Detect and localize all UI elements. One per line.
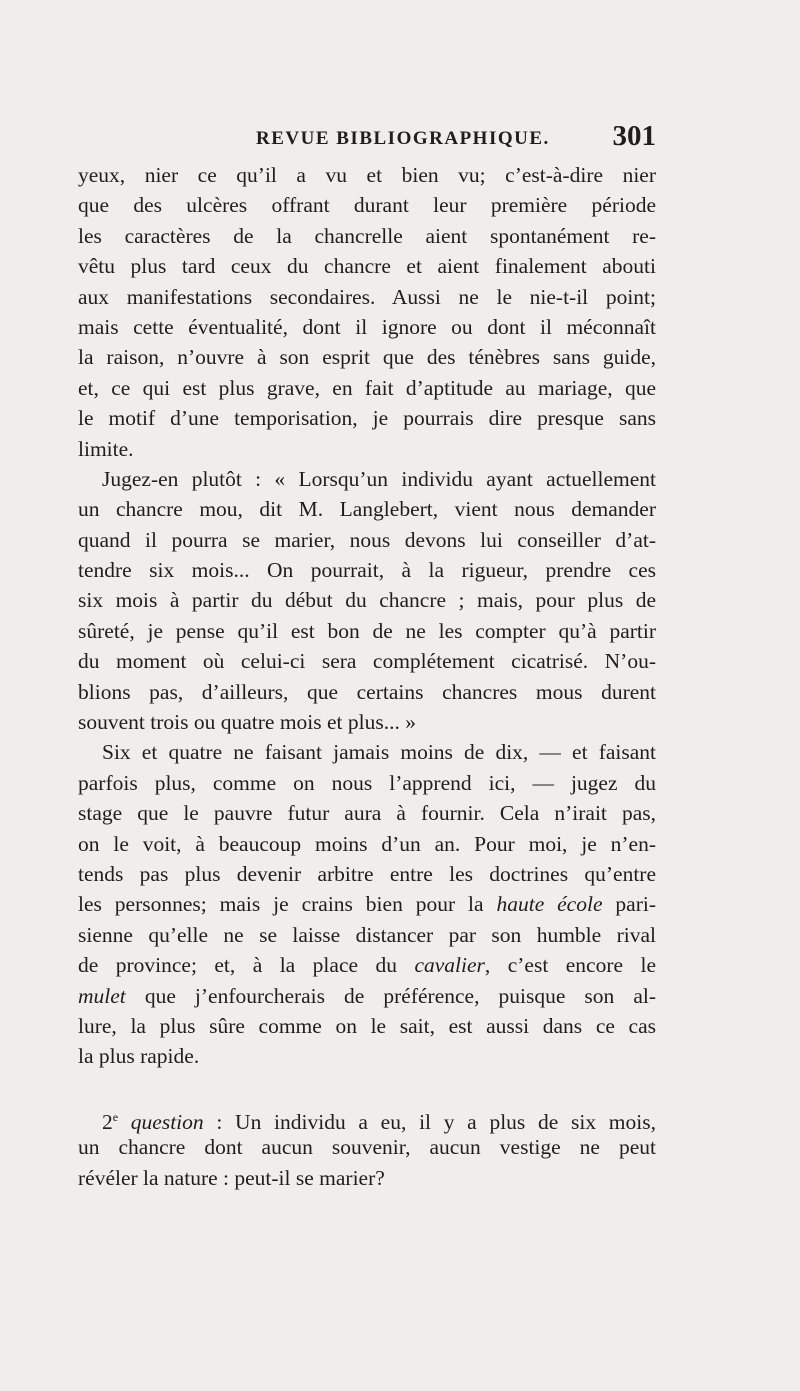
text-line: sûreté, je pense qu’il est bon de ne les compter qu’à partir bbox=[78, 618, 656, 643]
text-run: les personnes; mais je crains bien pour la bbox=[78, 892, 497, 917]
text-line: on le voit, à beaucoup moins d’un an. Pour moi, je n’en- bbox=[78, 831, 656, 856]
text-line: vêtu plus tard ceux du chancre et aient finalement abouti bbox=[78, 254, 656, 279]
text-run: : Un individu a eu, il y a plus de six mois, bbox=[203, 1109, 656, 1134]
text-line: aux manifestations secondaires. Aussi ne le nie-t-il point; bbox=[78, 284, 656, 309]
text-line: yeux, nier ce qu’il a vu et bien vu; c’est-à-dire nier bbox=[78, 163, 656, 187]
running-head bbox=[78, 118, 656, 158]
text-line: tends pas plus devenir arbitre entre les doctrines qu’entre bbox=[78, 861, 656, 886]
text-run: de province; et, à la place du bbox=[78, 953, 415, 978]
text-line: blions pas, d’ailleurs, que certains chancres mous durent bbox=[78, 679, 656, 704]
text-line bbox=[78, 1102, 656, 1132]
text-line: le motif d’une temporisation, je pourrais dire presque sans bbox=[78, 406, 656, 431]
page-number: 301 bbox=[612, 120, 656, 152]
text-line bbox=[78, 950, 656, 980]
text-run: , c’est encore le bbox=[484, 953, 657, 978]
ordinal-superscript: e bbox=[112, 1109, 119, 1124]
text-line: la raison, n’ouvre à son esprit que des ténèbres sans guide, bbox=[78, 345, 656, 370]
text-line: que des ulcères offrant durant leur première période bbox=[78, 193, 656, 218]
text-line: parfois plus, comme on nous l’apprend ici, — jugez du bbox=[78, 770, 656, 795]
text-run: que j’enfourcherais de préférence, puisque son al- bbox=[125, 983, 656, 1008]
text-line: sienne qu’elle ne se laisse distancer par son humble rival bbox=[78, 922, 656, 947]
emphasis: question bbox=[130, 1109, 204, 1134]
text-line: quand il pourra se marier, nous devons lui conseiller d’at- bbox=[78, 527, 656, 552]
emphasis: haute école bbox=[496, 892, 603, 917]
text-line: révéler la nature : peut-il se marier? bbox=[78, 1165, 385, 1190]
text-run: pari- bbox=[602, 892, 656, 917]
text-line bbox=[78, 889, 656, 919]
question-number: 2 bbox=[102, 1109, 113, 1134]
paragraph-gap bbox=[78, 1072, 656, 1102]
text-line: la plus rapide. bbox=[78, 1044, 200, 1069]
text-line: limite. bbox=[78, 436, 134, 461]
text-line: souvent trois ou quatre mois et plus... » bbox=[78, 710, 416, 735]
emphasis: cavalier bbox=[414, 953, 485, 978]
text-line: un chancre dont aucun souvenir, aucun vestige ne peut bbox=[78, 1135, 656, 1160]
text-line: du moment où celui-ci sera complétement cicatrisé. N’ou- bbox=[78, 649, 656, 674]
text-line bbox=[78, 981, 656, 1011]
text-line: mais cette éventualité, dont il ignore ou dont il méconnaît bbox=[78, 314, 656, 339]
body-text bbox=[78, 160, 656, 1193]
emphasis: mulet bbox=[78, 983, 126, 1008]
text-line: et, ce qui est plus grave, en fait d’aptitude au mariage, que bbox=[78, 375, 656, 400]
text-line: stage que le pauvre futur aura à fournir. Cela n’irait pas, bbox=[78, 801, 656, 826]
text-line: Jugez-en plutôt : « Lorsqu’un individu ayant actuellement bbox=[102, 466, 656, 491]
text-line: les caractères de la chancrelle aient spontanément re- bbox=[78, 223, 656, 248]
text-line: six mois à partir du début du chancre ; mais, pour plus de bbox=[78, 588, 656, 613]
text-line: lure, la plus sûre comme on le sait, est aussi dans ce cas bbox=[78, 1013, 656, 1038]
text-line: un chancre mou, dit M. Langlebert, vient nous demander bbox=[78, 497, 656, 522]
text-line: tendre six mois... On pourrait, à la rigueur, prendre ces bbox=[78, 558, 656, 583]
text-line: Six et quatre ne faisant jamais moins de dix, — et faisant bbox=[102, 740, 656, 765]
running-title: REVUE BIBLIOGRAPHIQUE. bbox=[256, 128, 550, 149]
